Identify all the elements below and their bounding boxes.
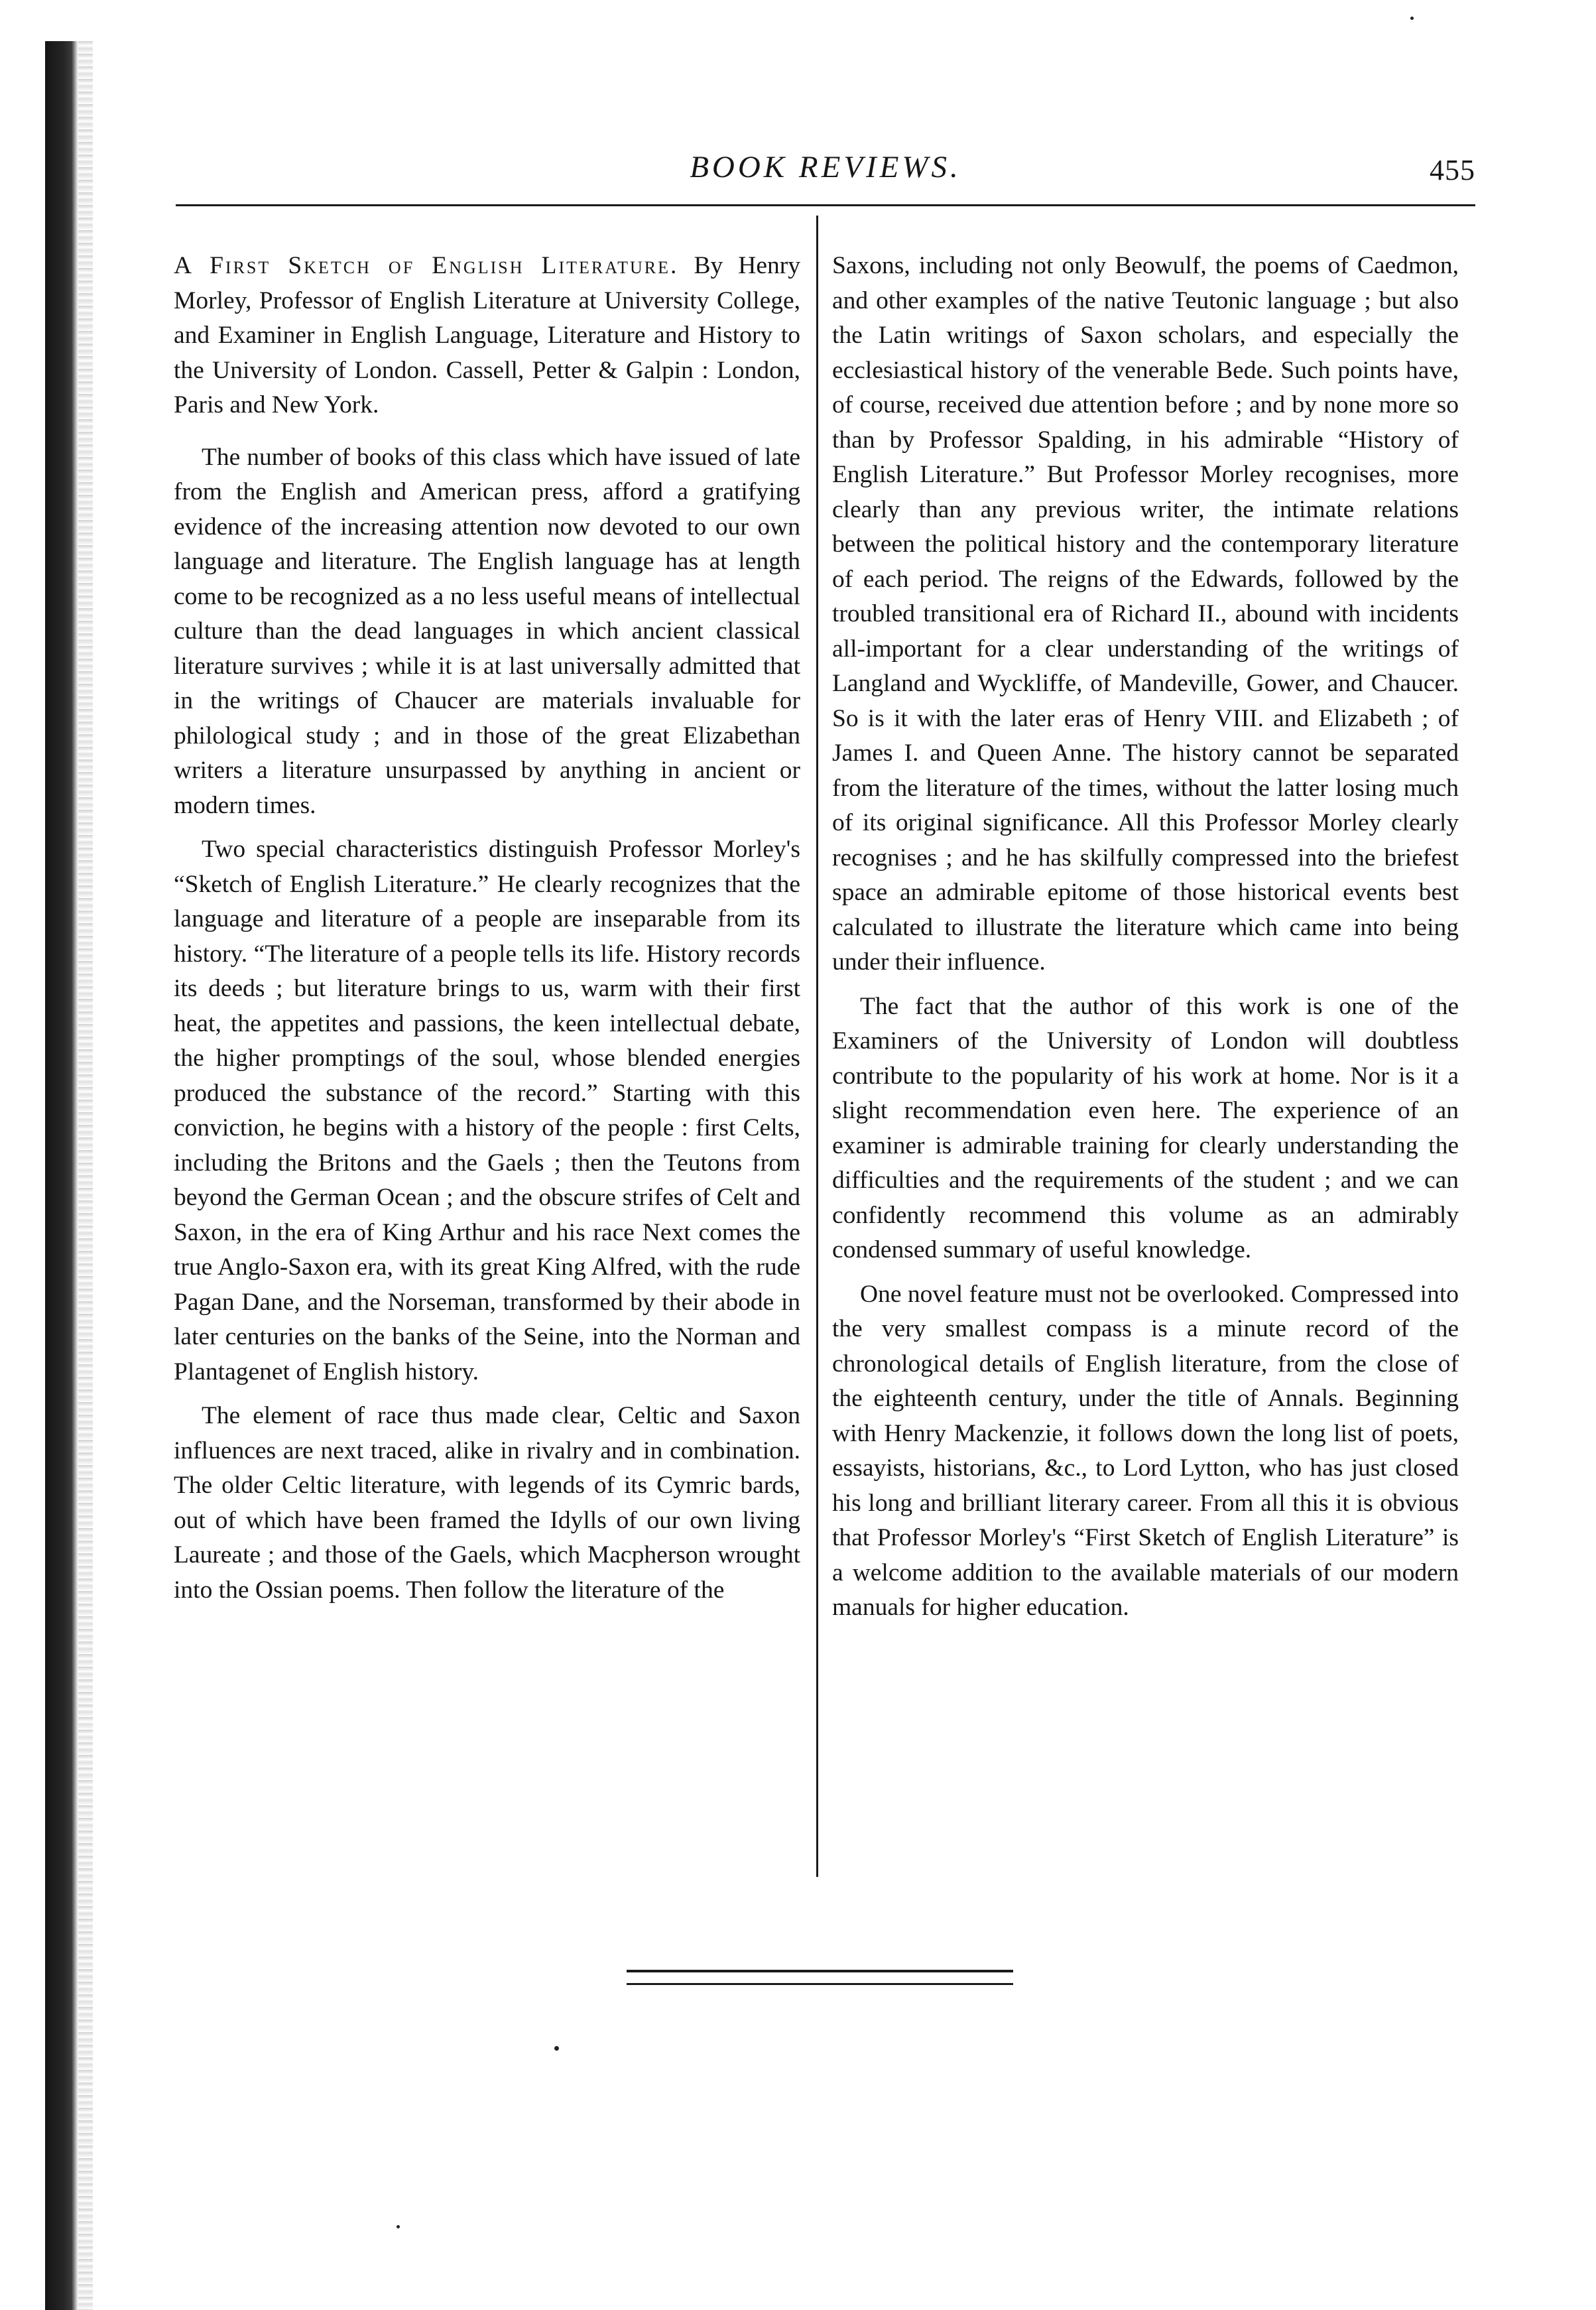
review-heading xyxy=(174,249,800,423)
paragraph: The number of books of this class which have issued of late from the English and American press, afford a gratifying evidence of the increasing attention now devoted to our own language and literature. The English language has at length come to be recognized as a no less useful means of intellectual culture than the dead languages in which ancient classical literature survives ; while it is at last universally admitted that in the writings of Chaucer are materials invaluable for philological study ; and in those of the great Elizabethan writers a literature unsurpassed by anything in ancient or modern times. xyxy=(174,443,800,819)
ink-speck xyxy=(397,2225,400,2228)
right-column xyxy=(832,249,1459,1635)
page-number: 455 xyxy=(1430,154,1475,186)
header-rule xyxy=(176,204,1475,206)
paragraph: The element of race thus made clear, Celtic and Saxon influences are next traced, alike in rivalry and in combination. The older Celtic literature, with legends of its Cymric bards, out of which have been framed the Idylls of our own living Laureate ; and those of the Gaels, which Macpherson wrought into the Ossian poems. Then follow the literature of the xyxy=(174,1402,800,1604)
left-column xyxy=(174,249,800,1617)
book-title: A First Sketch of English Literature. xyxy=(174,252,679,279)
end-rule xyxy=(627,1983,1013,1985)
paragraph: One novel feature must not be overlooked. Compressed into the very smallest compass is a minute record of the chronological details of English literature, from the close of the eighteenth century, under the title of Annals. Beginning with Henry Mackenzie, it follows down the long list of poets, essayists, historians, &c., to Lord Lytton, who has just closed his long and brilliant literary career. From all this it is obvious that Professor Morley's “First Sketch of English Literature” is a welcome addition to the available materials of our modern manuals for higher education. xyxy=(832,1280,1459,1621)
paragraph: Saxons, including not only Beowulf, the poems of Caedmon, and other examples of the native Teutonic language ; but also the Latin writings of Saxon scholars, and especially the ecclesiastical history of the venerable Bede. Such points have, of course, received due attention before ; and by none more so than by Professor Spalding, in his admirable “History of English Literature.” But Professor Morley recognises, more clearly than any previous writer, the intimate relations between the political history and the contemporary literature of each period. The reigns of the Edwards, followed by the troubled transitional era of Richard II., abound with incidents all-important for a clear understanding of the writings of Langland and Wyckliffe, of Mandeville, Gower, and Chaucer. So is it with the later eras of Henry VIII. and Elizabeth ; of James I. and Queen Anne. The history cannot be separated from the literature of the times, without the latter losing much of its original significance. All this Professor Morley clearly recognises ; and he has skilfully compressed into the briefest space an admirable epitome of those historical events best calculated to illustrate the literature which came into being under their influence. xyxy=(832,252,1459,976)
book-details: By Henry Morley, Professor of English Literature at University College, and Examiner in English Language, Literature and History to the University of London. Cassell, Petter & Galpin : London, Paris and New York. xyxy=(174,252,800,418)
ink-speck xyxy=(554,2046,559,2051)
ink-speck xyxy=(1410,17,1414,20)
paragraph: The fact that the author of this work is one of the Examiners of the University of London will doubtless contribute to the popularity of his work at home. Nor is it a slight recommendation even here. The experience of an examiner is admirable training for clearly understanding the difficulties and the requirements of the student ; and we can confidently recommend this volume as an admirably condensed summary of useful knowledge. xyxy=(832,992,1459,1263)
running-title: BOOK REVIEWS. xyxy=(690,150,961,184)
page-binding-edge xyxy=(45,41,78,2310)
paragraph: Two special characteristics distinguish Professor Morley's “Sketch of English Literature.” He clearly recognizes that the language and literature of a people are inseparable from its history. “The literature of a people tells its life. History records its deeds ; but literature brings to us, warm with their first heat, the appetites and passions, the keen intellectual debate, the higher promptings of the soul, whose blended energies produced the substance of the record.” Starting with this conviction, he begins with a history of the people : first Celts, including the Britons and the Gaels ; then the Teutons from beyond the German Ocean ; and the obscure strifes of Celt and Saxon, in the era of King Arthur and his race Next comes the true Anglo-Saxon era, with its great King Alfred, with the rude Pagan Dane, and the Norseman, transformed by their abode in later centuries on the banks of the Seine, into the Norman and Plantagenet of English history. xyxy=(174,836,800,1385)
page-header xyxy=(176,149,1475,196)
column-divider xyxy=(816,216,818,1877)
end-rule xyxy=(627,1970,1013,1972)
